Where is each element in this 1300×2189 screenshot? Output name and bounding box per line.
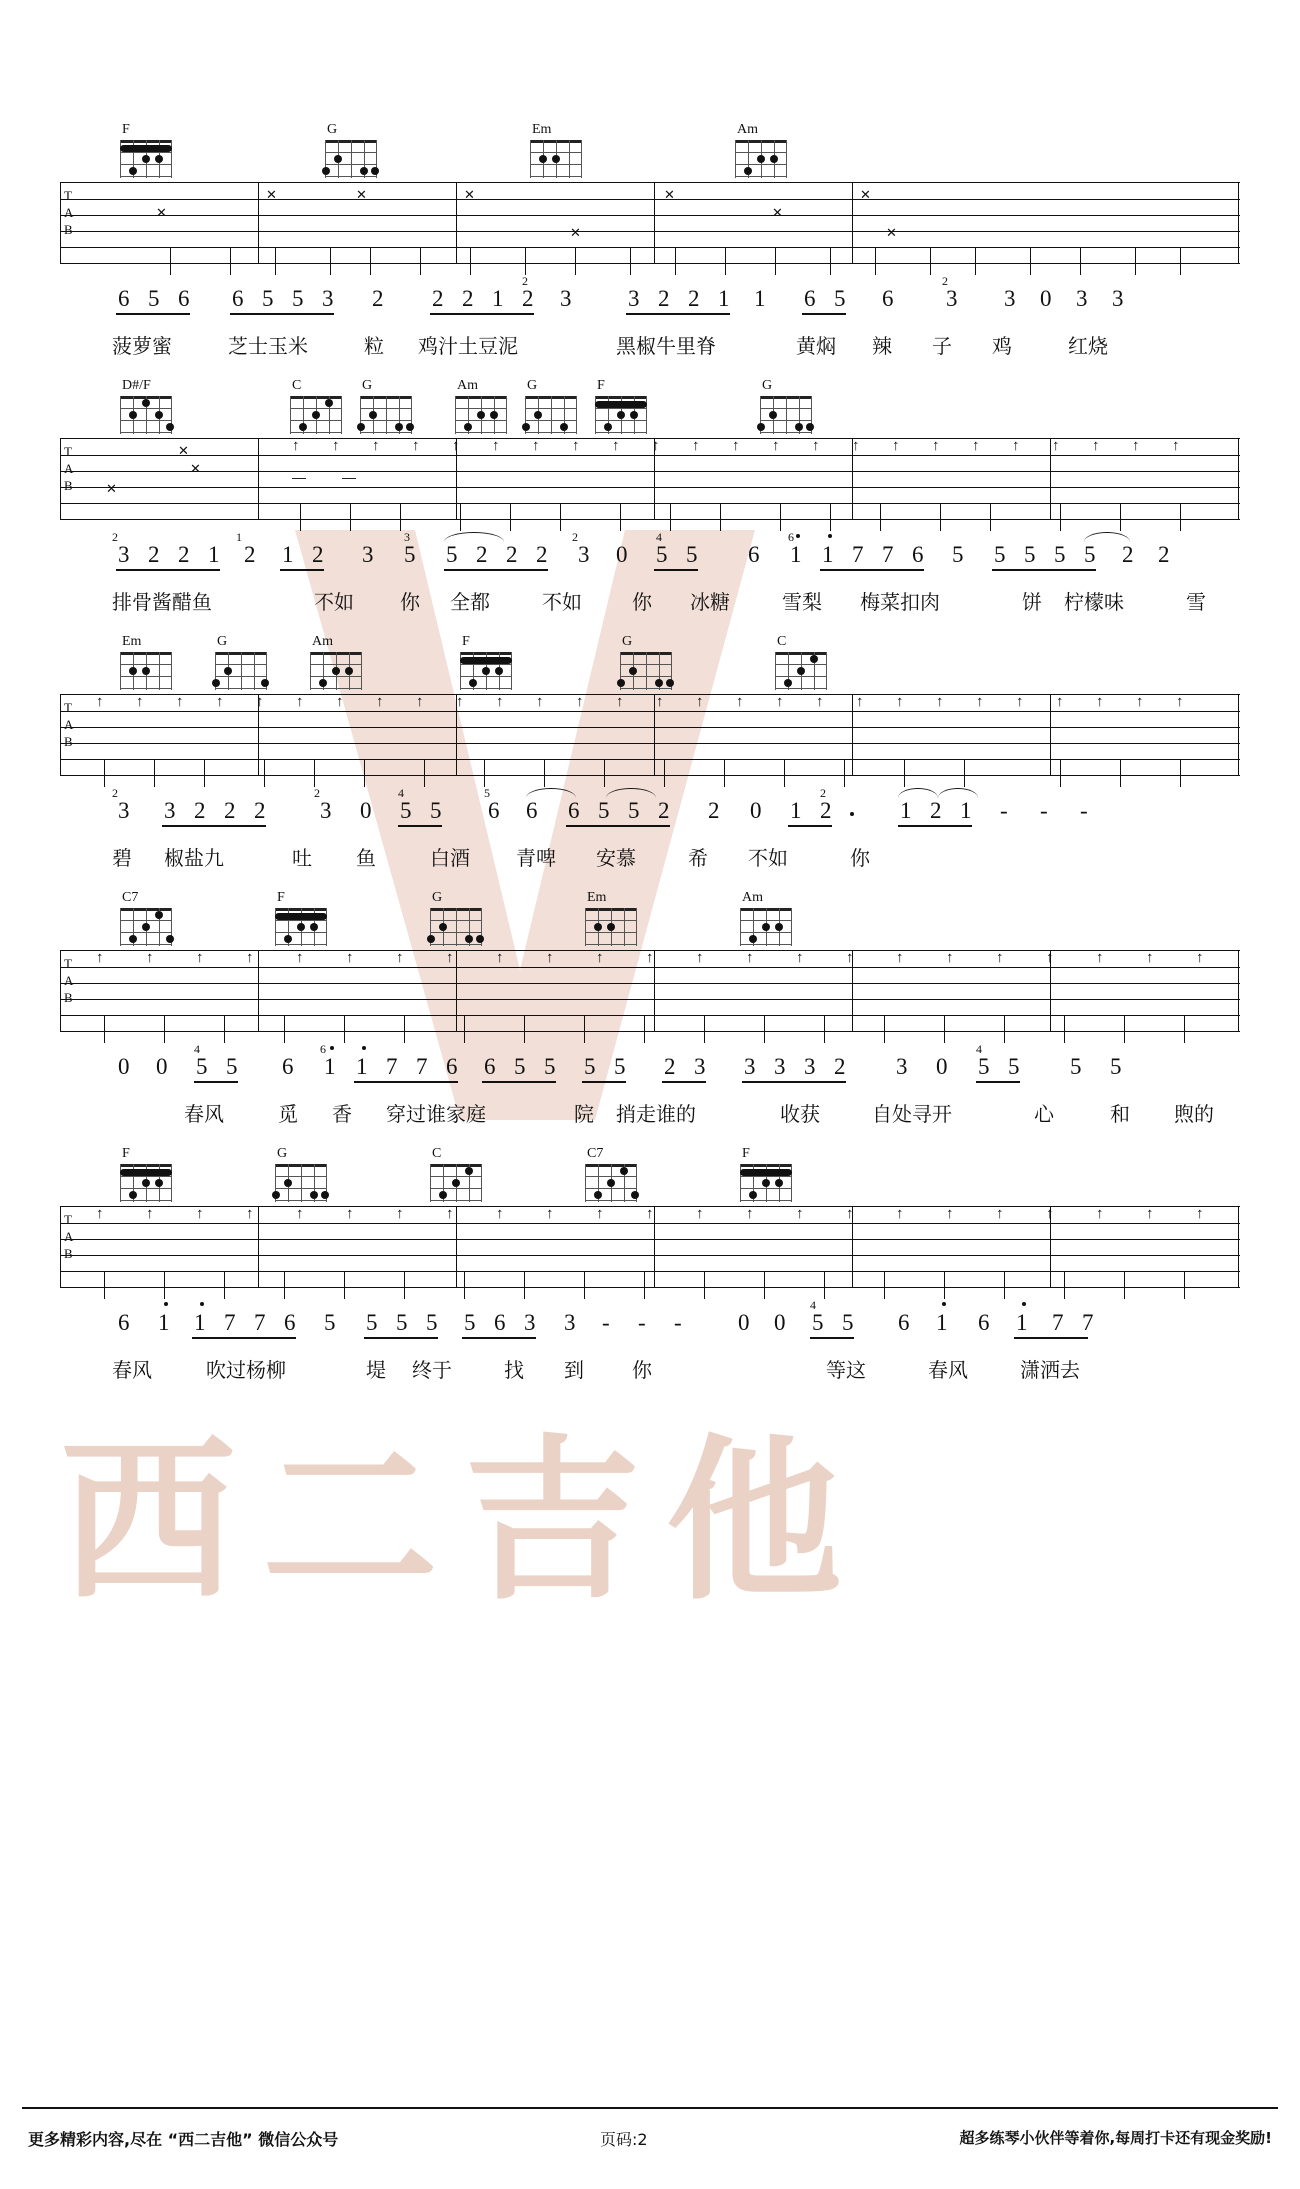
chord-name: C7 xyxy=(587,1146,604,1161)
chord-diagram-Am xyxy=(740,890,796,946)
chord-diagram-Am xyxy=(735,122,791,178)
footer-left-text: 更多精彩内容,尽在 “西二吉他” 微信公众号 xyxy=(28,2130,339,2149)
chord-name: Am xyxy=(742,890,763,905)
tab-staff: T A B ↑ ↑ ↑ ↑ ↑ ↑ ↑ ↑ ↑ ↑ ↑ ↑ ↑ ↑ ↑ ↑ ↑ ↑ ↑ ↑ ↑ ↑ ↑ xyxy=(60,1206,1240,1288)
chord-diagram-Em xyxy=(585,890,641,946)
chord-grid xyxy=(120,908,172,946)
chord-grid xyxy=(760,396,812,434)
chord-name: Em xyxy=(587,890,607,905)
chord-grid xyxy=(325,140,377,178)
chord-diagram-F xyxy=(460,634,516,690)
chord-name: G xyxy=(762,378,773,393)
chord-name: F xyxy=(597,378,605,393)
chord-grid xyxy=(120,652,172,690)
chord-diagram-G2 xyxy=(620,634,676,690)
chord-diagram-F xyxy=(275,890,331,946)
chord-name: G xyxy=(362,378,373,393)
chord-name: C7 xyxy=(122,890,139,905)
chord-diagram-G xyxy=(360,378,416,434)
tab-label: T A B xyxy=(64,1212,74,1261)
chord-diagram-C7 xyxy=(585,1146,641,1202)
melody-line: 2 3 3 2 2 2 2 3 0 4 5 5 5 6 6 6 5 5 2 2 0 1 2 2 1 2 1 - - - xyxy=(60,798,1240,842)
system-5 xyxy=(60,1146,1240,1388)
chord-diagram-F xyxy=(120,1146,176,1202)
chord-diagram-C xyxy=(290,378,346,434)
chord-diagram-G2 xyxy=(525,378,581,434)
chord-grid xyxy=(775,652,827,690)
chord-name: F xyxy=(122,1146,130,1161)
chord-diagram-row xyxy=(60,634,1240,694)
chord-name: Em xyxy=(532,122,552,137)
chord-diagram-G xyxy=(275,1146,331,1202)
chord-diagram-G xyxy=(325,122,381,178)
tab-label: T A B xyxy=(64,956,74,1005)
chord-grid xyxy=(740,1164,792,1202)
chord-diagram-row xyxy=(60,378,1240,438)
chord-diagram-Em xyxy=(530,122,586,178)
chord-grid xyxy=(430,1164,482,1202)
tab-staff: T A B ↑ ↑ ↑ ↑ ↑ ↑ ↑ ↑ ↑ ↑ ↑ ↑ ↑ ↑ ↑ ↑ ↑ ↑ ↑ ↑ ↑ ↑ ↑ xyxy=(60,950,1240,1032)
chord-name: C xyxy=(432,1146,442,1161)
chord-diagram-C7 xyxy=(120,890,176,946)
tab-staff: T A B ✕ ✕ ✕ ↑ ↑ ↑ ↑ ↑ ↑ ↑ ↑ ↑ ↑ ↑ ↑ ↑ ↑ ↑ ↑ ↑ ↑ ↑ ↑ ↑ ↑ ↑ — — xyxy=(60,438,1240,520)
footer-right-text: 超多练琴小伙伴等着你,每周打卡还有现金奖励! xyxy=(959,2129,1272,2147)
chord-diagram-G xyxy=(215,634,271,690)
chord-grid xyxy=(740,908,792,946)
chord-grid xyxy=(525,396,577,434)
chord-diagram-row xyxy=(60,890,1240,950)
system-4 xyxy=(60,890,1240,1132)
chord-grid xyxy=(735,140,787,178)
chord-grid xyxy=(430,908,482,946)
chord-name: F xyxy=(462,634,470,649)
tab-label: T A B xyxy=(64,700,74,749)
footer-divider xyxy=(22,2107,1278,2109)
chord-grid xyxy=(460,652,512,690)
lyrics-line: 碧 椒盐九 吐 鱼 白酒 青啤 安慕 希 不如 你 xyxy=(112,846,870,870)
chord-grid xyxy=(595,396,647,434)
lyrics-line: 春风 觅 香 穿过谁家庭 院 捎走谁的 收获 自处寻开 心 和 煦的 xyxy=(184,1102,1214,1126)
chord-grid xyxy=(585,1164,637,1202)
tab-staff: T A B ✕ ✕ ✕ ✕ ✕ ✕ ✕ ✕ ✕ xyxy=(60,182,1240,264)
chord-diagram-C xyxy=(430,1146,486,1202)
chord-name: C xyxy=(777,634,787,649)
lyrics-line: 排骨酱醋鱼 不如 你 全都 不如 你 冰糖 雪梨 梅菜扣肉 饼 柠檬味 雪 xyxy=(112,590,1206,614)
chord-name: D#/F xyxy=(122,378,151,393)
chord-grid xyxy=(620,652,672,690)
chord-grid xyxy=(120,396,172,434)
chord-grid xyxy=(275,908,327,946)
chord-grid xyxy=(215,652,267,690)
chord-grid xyxy=(585,908,637,946)
chord-name: Am xyxy=(457,378,478,393)
melody-line: 6 5 6 6 5 5 3 2 2 2 1 2 2 3 3 2 2 1 1 6 5 6 2 3 3 0 3 3 xyxy=(60,286,1240,330)
watermark-text: 西二吉他 xyxy=(60,1419,869,1624)
chord-diagram-row xyxy=(60,1146,1240,1206)
chord-grid xyxy=(455,396,507,434)
chord-name: G xyxy=(217,634,228,649)
chord-name: C xyxy=(292,378,302,393)
chord-name: G xyxy=(527,378,538,393)
chord-name: Am xyxy=(312,634,333,649)
chord-diagram-G3 xyxy=(760,378,816,434)
melody-line: 0 0 4 5 5 6 6 1 1 7 7 6 6 5 5 5 5 2 3 3 3 3 2 3 0 4 5 5 5 5 xyxy=(60,1054,1240,1098)
chord-grid xyxy=(120,140,172,178)
page-number: 页码:2 xyxy=(600,2130,648,2149)
chord-diagram-Em xyxy=(120,634,176,690)
chord-name: F xyxy=(122,122,130,137)
chord-diagram-F xyxy=(120,122,176,178)
chord-name: G xyxy=(432,890,443,905)
chord-name: G xyxy=(327,122,338,137)
chord-grid xyxy=(360,396,412,434)
chord-diagram-Dsharp-F xyxy=(120,378,176,434)
tab-label: T A B xyxy=(64,188,74,237)
system-1 xyxy=(60,122,1240,364)
melody-line: 6 1 1 7 7 6 5 5 5 5 5 6 3 3 - - - 0 0 4 5 5 6 1 6 1 7 7 xyxy=(60,1310,1240,1354)
chord-grid xyxy=(290,396,342,434)
chord-diagram-Am xyxy=(455,378,511,434)
melody-line: 2 3 2 2 1 1 2 1 2 3 5 3 5 2 2 2 2 3 0 5 5 4 6 1 6 1 7 7 6 5 5 5 5 5 2 2 xyxy=(60,542,1240,586)
chord-grid xyxy=(120,1164,172,1202)
chord-grid xyxy=(310,652,362,690)
page-footer xyxy=(0,2097,1300,2189)
chord-diagram-C xyxy=(775,634,831,690)
chord-diagram-F xyxy=(595,378,651,434)
chord-grid xyxy=(275,1164,327,1202)
chord-name: F xyxy=(742,1146,750,1161)
tab-staff: T A B ↑ ↑ ↑ ↑ ↑ ↑ ↑ ↑ ↑ ↑ ↑ ↑ ↑ ↑ ↑ ↑ ↑ ↑ ↑ ↑ ↑ ↑ ↑ ↑ ↑ ↑ ↑ ↑ xyxy=(60,694,1240,776)
lyrics-line: 春风 吹过杨柳 堤 终于 找 到 你 等这 春风 潇洒去 xyxy=(112,1358,1080,1382)
chord-diagram-G xyxy=(430,890,486,946)
chord-name: Em xyxy=(122,634,142,649)
system-2 xyxy=(60,378,1240,620)
chord-diagram-F2 xyxy=(740,1146,796,1202)
chord-name: G xyxy=(622,634,633,649)
chord-grid xyxy=(530,140,582,178)
chord-name: Am xyxy=(737,122,758,137)
system-3 xyxy=(60,634,1240,876)
chord-diagram-Am xyxy=(310,634,366,690)
chord-diagram-row xyxy=(60,122,1240,182)
chord-name: F xyxy=(277,890,285,905)
chord-name: G xyxy=(277,1146,288,1161)
lyrics-line: 菠萝蜜 芝士玉米 粒 鸡汁土豆泥 黑椒牛里脊 黄焖 辣 子 鸡 红烧 xyxy=(112,334,1108,358)
tab-label: T A B xyxy=(64,444,74,493)
